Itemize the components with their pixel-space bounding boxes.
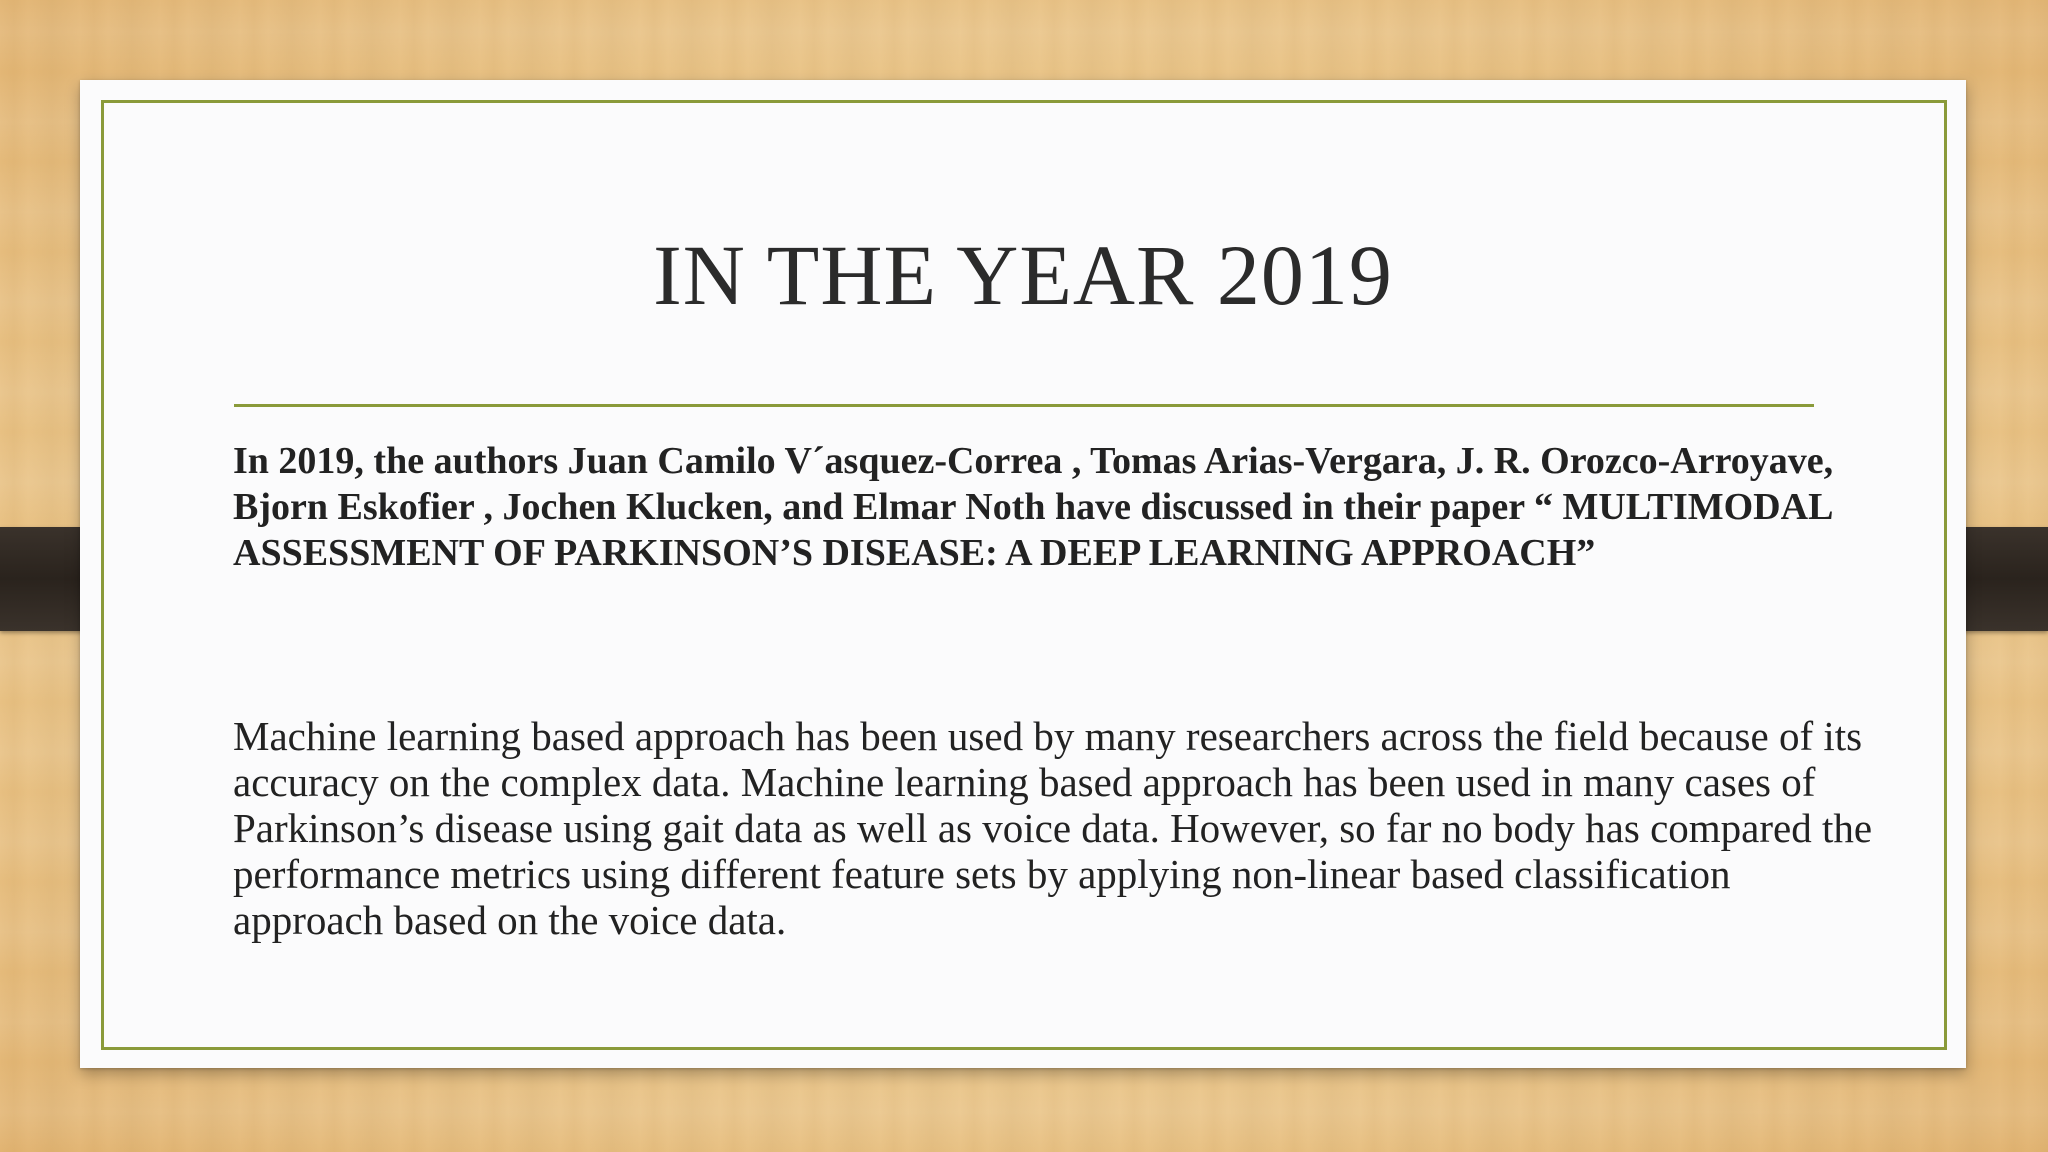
title-divider [234, 404, 1814, 407]
paper-citation-paragraph: In 2019, the authors Juan Camilo V´asquez-Correa , Tomas Arias-Vergara, J. R. Orozco-Arroyave, Bjorn Eskofier , Jochen Klucken, and Elmar Noth have discussed in their paper “ MULTIMODAL ASSESSMENT OF PARKINSON’S DISEASE: A DEEP LEARNING APPROACH” [233, 440, 1834, 574]
slide-title: IN THE YEAR 2019 [653, 227, 1393, 323]
body-paragraph: Machine learning based approach has been used by many researchers across the field because of its accuracy on the complex data. Machine learning based approach has been used in many cases of Parkinson’s disease using gait data as well as voice data. However, so far no body has compared the performance metrics using different feature sets by applying non-linear based classification approach based on the voice data. [233, 713, 1873, 943]
slide-card [80, 80, 1966, 1068]
